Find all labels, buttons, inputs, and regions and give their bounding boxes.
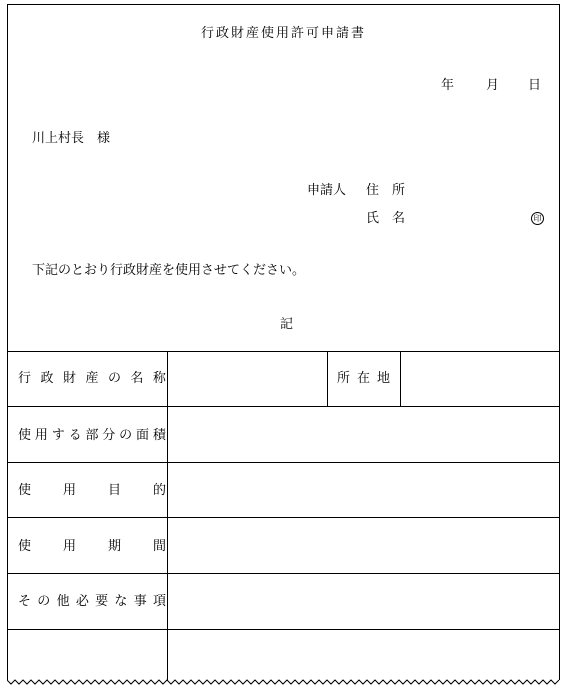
row-label-char: す <box>51 428 65 443</box>
row-label-char: 分 <box>102 428 116 443</box>
row-label-property-name <box>18 372 166 385</box>
row-divider <box>8 573 559 574</box>
row-label-char: 項 <box>152 594 166 609</box>
table-top-border <box>8 351 559 352</box>
row-label-period <box>18 540 166 553</box>
row-label-char: そ <box>18 594 32 609</box>
location-label: 所在地 <box>337 371 398 386</box>
row-label-char: 財 <box>62 371 76 386</box>
row-label-char: 他 <box>56 594 70 609</box>
row-label-char: る <box>68 428 82 443</box>
row-divider <box>8 629 559 630</box>
row-label-char: 要 <box>95 594 109 609</box>
row-label-char: 目 <box>107 483 121 498</box>
form-title: 行政財産使用許可申請書 <box>200 26 366 41</box>
row-label-char: 事 <box>133 594 147 609</box>
addressee: 川上村長 様 <box>32 131 111 146</box>
row-divider <box>8 462 559 463</box>
name-label: 氏 名 <box>366 211 406 226</box>
seal-mark: 印 <box>531 212 544 225</box>
row-label-char: 産 <box>85 371 99 386</box>
applicant-label: 申請人 <box>307 183 347 198</box>
row-label-char: な <box>114 594 128 609</box>
torn-edge <box>7 677 560 687</box>
row-label-char: 期 <box>107 539 121 554</box>
row-label-char: 政 <box>40 371 54 386</box>
row-label-char: の <box>107 371 121 386</box>
row-divider <box>8 406 559 407</box>
row-label-char: 用 <box>62 483 76 498</box>
row-label-char: 必 <box>75 594 89 609</box>
application-form <box>7 4 560 680</box>
row-label-char: 使 <box>18 539 32 554</box>
row-label-char: 使 <box>18 428 32 443</box>
row-label-purpose <box>18 484 166 497</box>
label-column-divider <box>167 351 168 681</box>
row-label-char: 部 <box>85 428 99 443</box>
row-label-char: 間 <box>152 539 166 554</box>
row-label-other <box>18 595 166 608</box>
date-year: 年 <box>441 78 455 93</box>
row-label-char: 称 <box>152 371 166 386</box>
location-divider-left <box>327 351 328 406</box>
row-label-char: 積 <box>152 428 166 443</box>
row-label-char: 行 <box>18 371 32 386</box>
row-label-char: 使 <box>18 483 32 498</box>
row-label-char: の <box>37 594 51 609</box>
request-text: 下記のとおり行政財産を使用させてください。 <box>32 263 306 278</box>
date-day: 日 <box>528 78 542 93</box>
address-label: 住 所 <box>366 183 406 198</box>
location-divider-right <box>400 351 401 406</box>
row-divider <box>8 517 559 518</box>
row-label-char: 用 <box>62 539 76 554</box>
row-label-char: 面 <box>136 428 150 443</box>
row-label-char: 用 <box>34 428 48 443</box>
row-label-char: 名 <box>130 371 144 386</box>
row-label-area <box>18 429 166 442</box>
row-label-char: の <box>119 428 133 443</box>
date-month: 月 <box>486 78 500 93</box>
ki-mark: 記 <box>280 317 294 332</box>
torn-edge-line <box>7 680 559 684</box>
row-label-char: 的 <box>152 483 166 498</box>
